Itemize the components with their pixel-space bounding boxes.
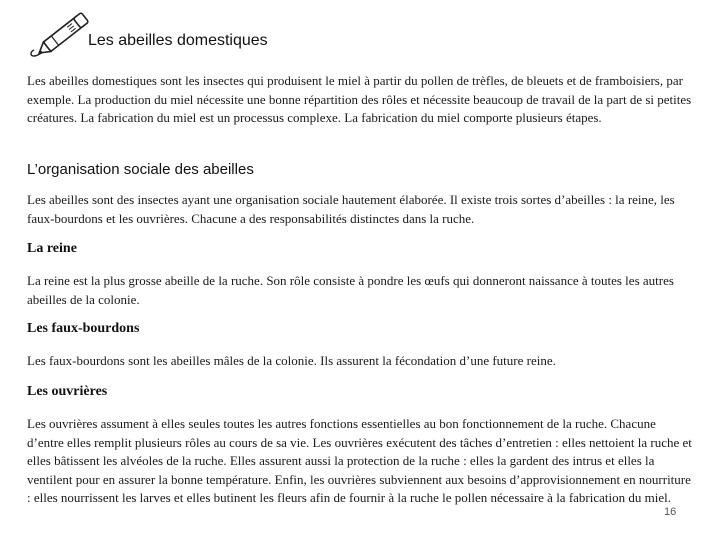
page-title: Les abeilles domestiques [88, 32, 268, 49]
section-body-ouvrieres: Les ouvrières assument à elles seules toutes les autres fonctions essentielles au bon fonctionnement de la ruche. Chacune d’entre elles remplit plusieurs rôles au cours de sa vie. Les ouvrières exécutent des tâches d’entretien : elles nettoient la ruche et elles bâtissent les alvéoles de la ruche. Elles assurent aussi la protection de la ruche : elles la gardent des intrus et elles la ventilent pour en assurer la bonne température. Enfin, les ouvrières subviennent aux besoins d’approvisionnement en nourriture : elles nourrissent les larves et elles butinent les fleurs afin de fournir à la ruche le pollen nécessaire à la fabrication du miel. [27, 416, 692, 506]
section-heading-ouvrieres: Les ouvrières [27, 384, 108, 399]
intro-paragraph: Les abeilles domestiques sont les insectes qui produisent le miel à partir du pollen de trèfles, de bleuets et de framboisiers, par exemple. La production du miel nécessite une bonne répartition des rôles et nécessite beaucoup de travail de la part de si petites créatures. La fabrication du miel est un processus complexe. La fabrication du miel comporte plusieurs étapes. [27, 73, 692, 126]
section-heading-reine: La reine [27, 241, 77, 256]
page-number: 16 [664, 506, 677, 518]
section-heading-faux-bourdons: Les faux-bourdons [27, 321, 140, 336]
section-body-faux-bourdons: Les faux-bourdons sont les abeilles mâles de la colonie. Ils assurent la fécondation d’une future reine. [27, 353, 556, 368]
section-body-reine: La reine est la plus grosse abeille de la ruche. Son rôle consiste à pondre les œufs qui donneront naissance à toutes les autres abeilles de la colonie. [27, 273, 674, 307]
section-heading-organisation: L’organisation sociale des abeilles [27, 161, 254, 178]
title-row [28, 6, 688, 62]
section-body-organisation: Les abeilles sont des insectes ayant une organisation sociale hautement élaborée. Il existe trois sortes d’abeilles : la reine, les faux-bourdons et les ouvrières. Chacune a des responsabilités distinctes dans la ruche. [27, 192, 675, 226]
